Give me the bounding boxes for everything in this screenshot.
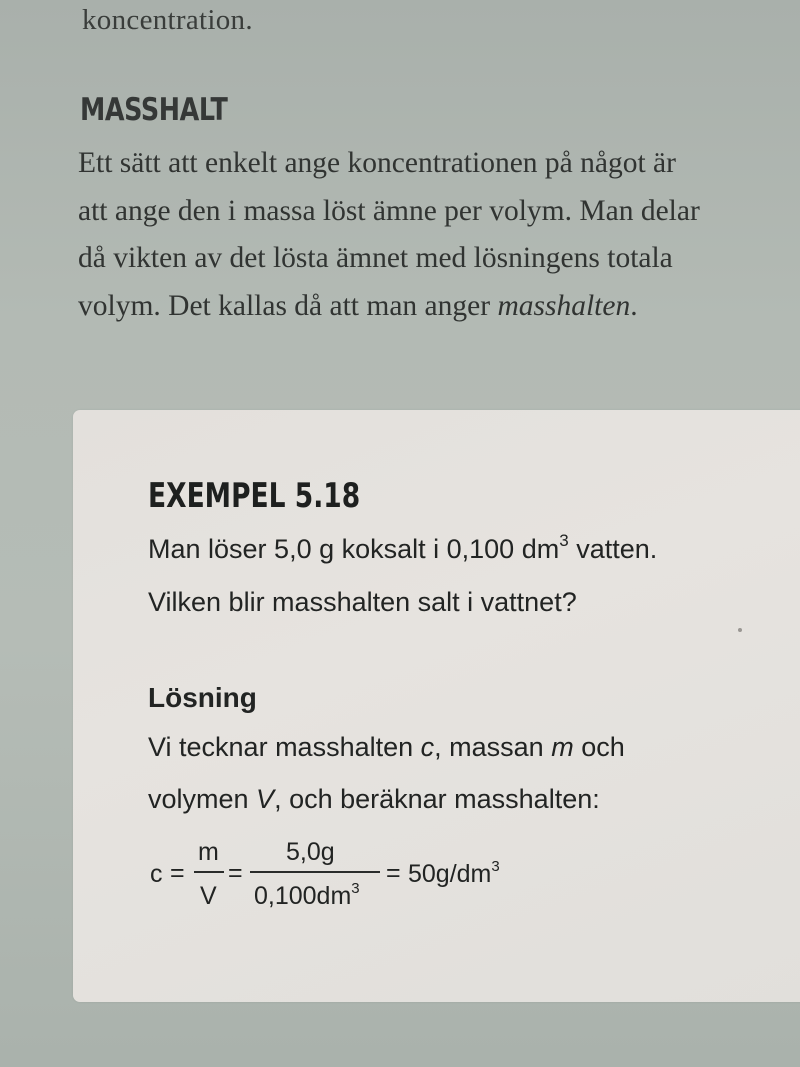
solution-line-1-c: och xyxy=(573,732,625,762)
formula-lhs: c xyxy=(150,860,163,888)
formula-equals-3: = xyxy=(386,859,401,887)
solution-line-2-a: volymen xyxy=(148,784,257,814)
masshalt-formula xyxy=(150,838,570,918)
question-line-1-superscript: 3 xyxy=(559,531,569,550)
fraction-1-denominator: V xyxy=(200,882,217,910)
fraction-1-numerator: m xyxy=(198,838,219,866)
paragraph-line-2: att ange den i massa löst ämne per volym. Man delar xyxy=(78,194,700,227)
solution-line-1-a: Vi tecknar masshalten xyxy=(148,732,421,762)
fraction-1-bar xyxy=(194,871,224,873)
formula-result-text: 50g/dm xyxy=(408,860,492,888)
section-heading: MASSHALT xyxy=(80,92,228,128)
question-line-1-end: vatten. xyxy=(568,534,658,564)
variable-m: m xyxy=(551,732,574,762)
example-question-line-1 xyxy=(148,531,658,565)
body-paragraph xyxy=(78,140,796,330)
paragraph-line-3: då vikten av det lösta ämnet med lösningens totala xyxy=(78,242,673,274)
formula-equals-1: = xyxy=(170,859,185,887)
solution-line-1-b: , massan xyxy=(434,732,552,762)
formula-result xyxy=(408,860,500,889)
paragraph-line-1: Ett sätt att enkelt ange koncentrationen på något är xyxy=(78,147,676,179)
solution-line-2 xyxy=(148,784,600,815)
paragraph-line-4-suffix: . xyxy=(630,289,638,322)
fraction-2-denominator-superscript: 3 xyxy=(351,880,360,897)
formula-equals-2: = xyxy=(228,859,243,887)
fraction-2-denominator-text: 0,100dm xyxy=(254,882,352,910)
paper-speck xyxy=(738,628,742,632)
solution-line-1 xyxy=(148,732,625,763)
solution-heading: Lösning xyxy=(148,682,257,713)
solution-line-2-b: , och beräknar masshalten: xyxy=(274,784,600,814)
fraction-2-bar xyxy=(250,871,380,873)
fraction-2-numerator: 5,0g xyxy=(286,838,335,866)
paragraph-line-4 xyxy=(78,283,796,331)
example-title: EXEMPEL 5.18 xyxy=(148,476,361,516)
emphasized-term: masshalten xyxy=(497,289,631,322)
variable-v: V xyxy=(256,784,275,814)
paragraph-line-4-prefix: volym. Det kallas då att man anger xyxy=(78,289,498,322)
example-question-line-2: Vilken blir masshalten salt i vattnet? xyxy=(148,587,577,617)
variable-c: c xyxy=(420,732,435,762)
fraction-2-denominator xyxy=(254,882,360,911)
previous-paragraph-fragment: koncentration. xyxy=(82,4,253,36)
formula-result-superscript: 3 xyxy=(491,858,500,875)
question-line-1-text: Man löser 5,0 g koksalt i 0,100 dm xyxy=(148,534,560,564)
